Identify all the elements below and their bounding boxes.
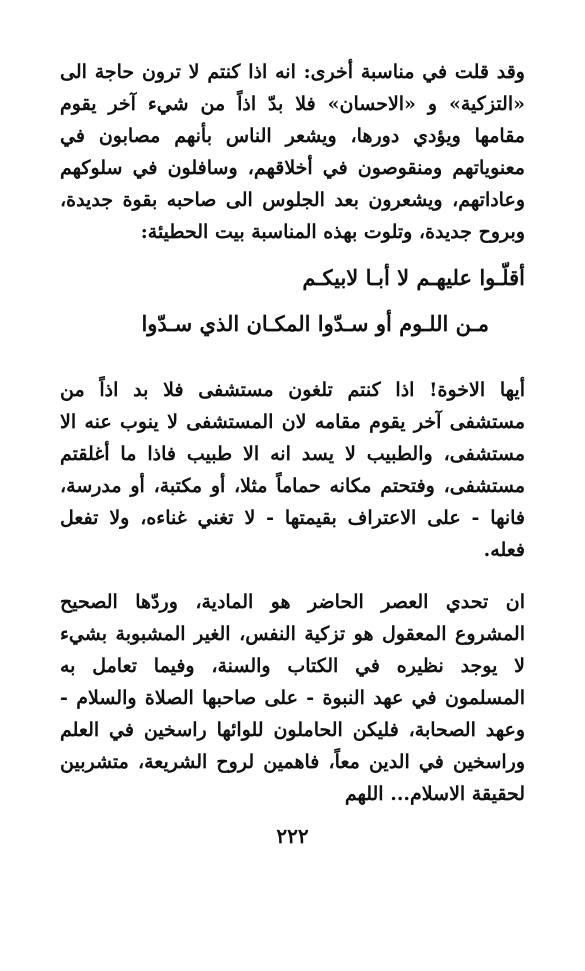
verse-line-second-hemistich: مـن اللـوم أو سـدّوا المكـان الذي سـدّوا (141, 311, 489, 336)
paragraph-intro: وقد قلت في مناسبة أخرى: انه اذا كنتم لا ترون حاجة الى «التزكية» و «الاحسان» فلا بدّ اذاً من شيء آخر يقوم مقامها ويؤدي دورها، ويشعر الناس بأنهم مصابون في معنوياتهم ومنقوصون في أخلاقهم، وسافلون في سلوكهم وعاداتهم، ويشعرون بعد الجلوس الى صاحبه بقوة جديدة، وبروح جديدة، وتلوت بهذه المناسبة بيت الحطيئة: (60, 61, 525, 243)
paragraph-challenge-of-age: ان تحدي العصر الحاضر هو المادية، وردّها الصحيح المشروع المعقول هو تزكية النفس، الغير المشبوبة بشيء لا يوجد نظيره في الكتاب والسنة، وفيما تعامل به المسلمون في عهد النبوة - على صاحبها الصلاة والسلام - وعهد الصحابة، فليكن الحاملون للوائها راسخين في العلم وراسخين في الدين معاً، فاهمين لروح الشريعة، متشربين لحقيقة الاسلام... اللهم (60, 591, 525, 805)
paragraph-hospital-analogy: أيها الاخوة! اذا كنتم تلغون مستشفى فلا بد اذاً من مستشفى آخر يقوم مقامه لان المستشفى لا ينوب عنه الا مستشفى، والطبيب لا يسد انه الا طبيب فاذا ما أغلقتم مستشفى، وفتحتم مكانه حماماً مثلا، أو مكتبة، أو مدرسة، فانها - على الاعتراف بقيمتها - لا تغني غناءه، ولا تفعل فعله. (60, 379, 525, 561)
verse-line-first-hemistich: أقلّـوا عليهـم لا أبـا لابيكـم (302, 265, 525, 290)
page-number: ٢٢٢ (276, 824, 309, 848)
